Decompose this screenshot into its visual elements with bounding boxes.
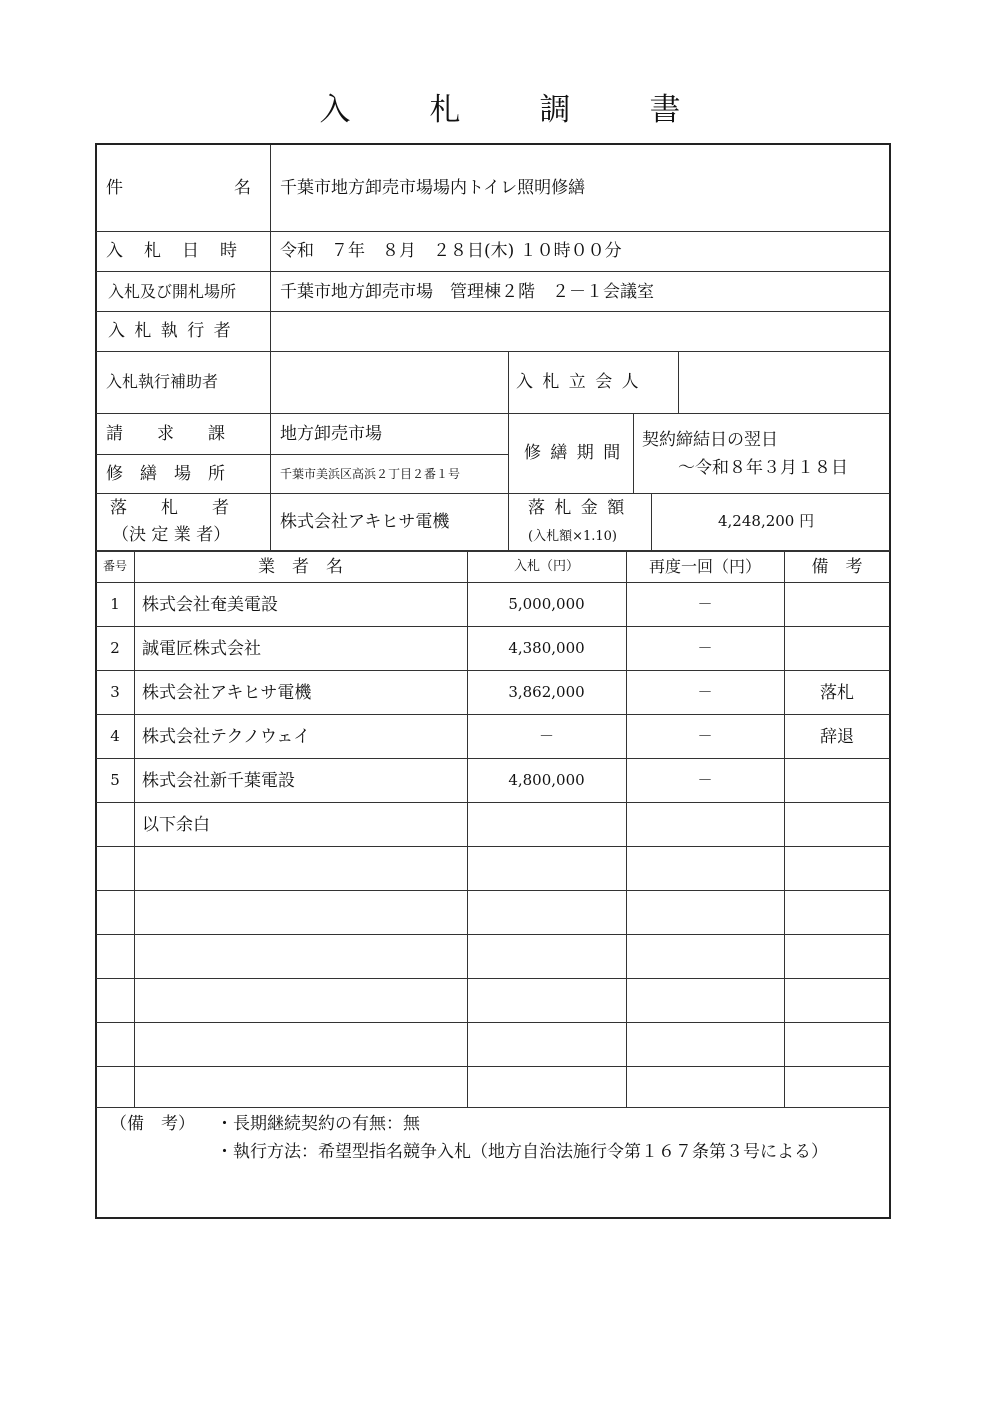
table-row-divider [96,978,890,979]
billing-dept-value: 地方卸売市場 [280,424,382,444]
cell-bid: 5,000,000 [508,595,585,613]
cell-no: 1 [110,595,120,613]
repair-place-value: 千葉市美浜区高浜２丁目２番１号 [280,467,461,481]
bid-record-frame [95,143,891,1219]
table-col-divider [784,551,785,1107]
cell-bid: 4,380,000 [508,639,585,657]
col-header-note: 備 考 [811,557,863,577]
remarks-label: （備 考） [110,1114,195,1134]
cell-name: 株式会社奄美電設 [142,595,278,615]
subject-value: 千葉市地方卸売市場場内トイレ照明修繕 [280,178,586,198]
table-col-divider [626,551,627,1107]
subject-label-a: 件 [106,178,123,198]
col-divider [633,413,634,493]
row-divider [96,413,890,414]
table-col-divider [467,551,468,1107]
repair-place-label: 修 繕 場 所 [106,464,225,484]
cell-name: 株式会社テクノウェイ [142,727,311,747]
repair-period-label: 修 繕 期 間 [524,443,623,463]
bid-datetime-value: 令和 ７年 ８月 ２８日(木) １０時００分 [280,241,622,261]
col-header-bid: 入札（円） [513,559,579,574]
row-divider [96,351,890,352]
bid-datetime-label: 入 札 日 時 [106,241,239,261]
col-header-name: 業 者 名 [258,557,343,577]
row-divider [96,493,890,494]
cell-bid: － [538,727,554,745]
cell-name: 株式会社アキヒサ電機 [142,683,312,703]
winning-amount-label: 落 札 金 額 [528,498,627,518]
cell-name: 株式会社新千葉電設 [142,771,295,791]
col-header-rebid: 再度一回（円） [648,557,761,576]
cell-rebid: － [697,683,713,701]
cell-rebid: － [697,639,713,657]
document-title: 入 札 調 書 [319,92,705,128]
cell-no: 3 [110,683,120,701]
bid-place-value: 千葉市地方卸売市場 管理棟２階 ２－１会議室 [280,282,654,302]
winner-label-sub: （決 定 業 者） [112,525,231,545]
remarks-line-2: ・執行方法：希望型指名競争入札（地方自治法施行令第１６７条第３号による） [216,1142,828,1162]
cell-bid: 4,800,000 [508,771,585,789]
table-row-divider [96,890,890,891]
col-divider [651,493,652,551]
subject-label-b: 名 [234,178,251,198]
row-divider [96,231,890,232]
col-divider [270,145,271,551]
executor-label: 入 札 執 行 者 [108,321,233,341]
bid-place-label: 入札及び開札場所 [108,282,237,301]
cell-rebid: － [697,771,713,789]
billing-dept-label: 請 求 課 [106,424,225,444]
assistant-label: 入札執行補助者 [106,372,219,391]
remarks-divider [96,1107,890,1108]
remarks-line-1: ・長期継続契約の有無：無 [216,1114,420,1134]
table-row-divider [96,758,890,759]
table-row-divider [96,714,890,715]
table-row-divider [96,802,890,803]
repair-period-start: 契約締結日の翌日 [642,430,778,450]
table-row-divider [96,1022,890,1023]
winning-amount-value: 4,248,200 円 [718,512,815,530]
cell-no: 2 [110,639,120,657]
col-divider [508,351,509,551]
table-row-divider [96,846,890,847]
row-divider [96,454,508,455]
cell-rebid: － [697,595,713,613]
table-row-divider [96,934,890,935]
cell-note: 落札 [820,683,854,703]
table-row-divider [96,1066,890,1067]
cell-no: 4 [110,727,120,745]
row-divider [96,271,890,272]
repair-period-end: ～令和８年３月１８日 [678,458,848,478]
row-divider [96,550,890,552]
cell-name: 以下余白 [142,815,210,835]
winner-value: 株式会社アキヒサ電機 [280,512,450,532]
witness-label: 入 札 立 会 人 [516,372,641,392]
table-row-divider [96,626,890,627]
cell-rebid: － [697,727,713,745]
col-divider [678,351,679,413]
table-header-divider [96,582,890,583]
cell-note: 辞退 [820,727,854,747]
cell-name: 誠電匠株式会社 [142,639,261,659]
winner-label: 落 札 者 [110,498,229,518]
winning-amount-label-sub: (入札額×1.10) [528,529,617,544]
cell-no: 5 [110,771,120,789]
table-col-divider [134,551,135,1107]
col-header-no: 番号 [102,559,127,573]
row-divider [96,311,890,312]
table-row-divider [96,670,890,671]
cell-bid: 3,862,000 [508,683,585,701]
